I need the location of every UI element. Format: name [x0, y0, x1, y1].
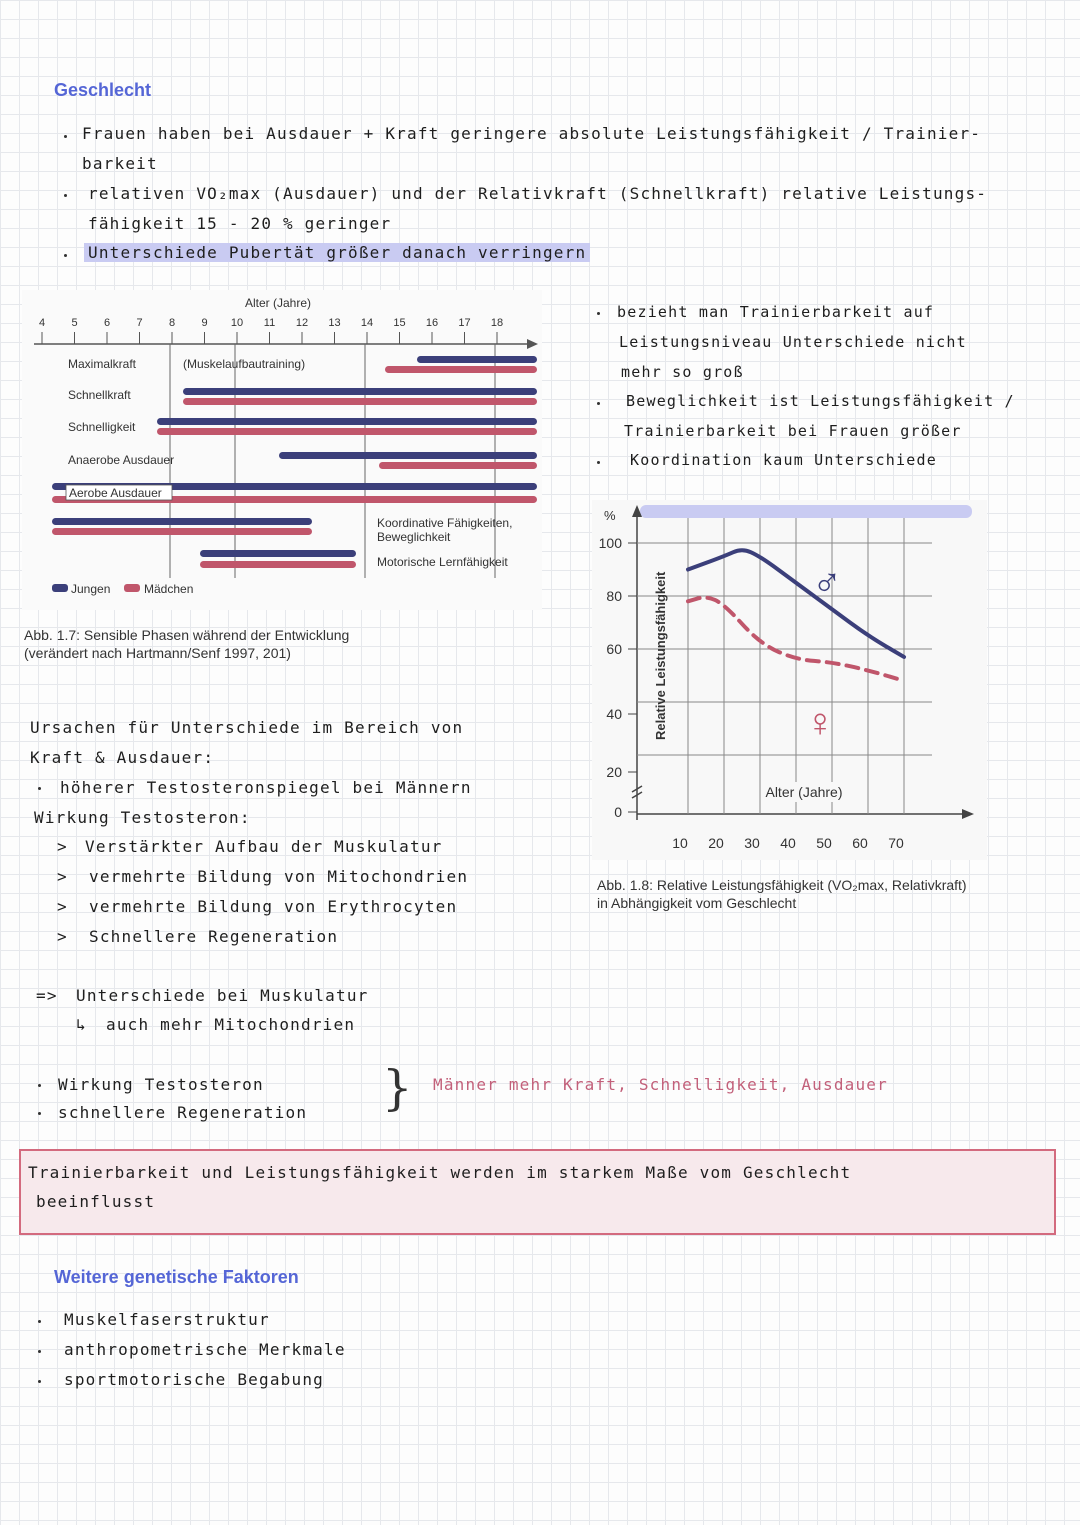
age-tick-label: 10 [230, 317, 244, 329]
y-tick-label: 40 [606, 706, 622, 722]
callout-line: Trainierbarkeit und Leistungsfähigkeit werden im starkem Maße vom Geschlecht [28, 1163, 852, 1182]
note-line: relativen VO₂max (Ausdauer) und der Relativkraft (Schnellkraft) relative Leistungs- [88, 184, 988, 203]
legend-swatch-boys [52, 584, 68, 592]
age-tick-label: 6 [103, 317, 111, 329]
legend-girls: Mädchen [144, 582, 194, 596]
gender-performance-chart [592, 500, 987, 860]
note-line: mehr so groß [621, 363, 744, 381]
label-schnelligkeit: Schnelligkeit [68, 420, 136, 434]
male-symbol: ♂ [812, 561, 842, 605]
bullet [597, 461, 600, 464]
summary-callout [19, 1149, 1056, 1235]
note-line: barkeit [82, 154, 158, 173]
label-aerob: Aerobe Ausdauer [69, 486, 162, 500]
phase-bar [200, 561, 356, 568]
note-line: Schnellere Regeneration [89, 927, 339, 946]
arrow-marker: => [36, 986, 58, 1005]
y-tick-label: 80 [606, 588, 622, 604]
y-tick-label: 100 [598, 535, 622, 551]
x-axis-label: Alter (Jahre) [765, 784, 843, 800]
age-tick-label: 16 [425, 317, 439, 329]
note-line-pink: Männer mehr Kraft, Schnelligkeit, Ausdauer [433, 1075, 888, 1094]
age-tick-label: 15 [393, 317, 406, 329]
sensitive-phases-chart [22, 290, 542, 610]
phase-bar [183, 388, 537, 395]
y-unit: % [604, 508, 616, 523]
note-line: Beweglichkeit ist Leistungsfähigkeit / [626, 392, 1015, 410]
highlight-band [640, 505, 972, 518]
note-line: Wirkung Testosteron [58, 1075, 264, 1094]
bullet [597, 312, 600, 315]
callout-line: beeinflusst [36, 1192, 156, 1211]
note-line: anthropometrische Merkmale [64, 1340, 346, 1359]
age-tick-label: 18 [490, 317, 504, 329]
note-line: Kraft & Ausdauer: [30, 748, 215, 767]
phase-bar [52, 518, 312, 525]
label-beweglichkeit: Beweglichkeit [377, 530, 451, 544]
note-line: vermehrte Bildung von Erythrocyten [89, 897, 458, 916]
label-koordination: Koordinative Fähigkeiten, [377, 516, 513, 530]
figure-caption [24, 626, 349, 662]
caption-line: Abb. 1.8: Relative Leistungsfähigkeit (VO₂max, Relativkraft) [597, 877, 967, 893]
brace: } [382, 1060, 413, 1116]
bullet [597, 402, 600, 405]
note-line: Ursachen für Unterschiede im Bereich von [30, 718, 464, 737]
age-tick-label: 17 [458, 317, 471, 329]
note-line: bezieht man Trainierbarkeit auf [617, 303, 935, 321]
y-tick-label: 60 [606, 641, 622, 657]
phase-bar [385, 366, 537, 373]
age-tick-label: 13 [328, 317, 341, 329]
x-tick-label: 20 [708, 835, 724, 851]
figure-background [592, 500, 987, 860]
x-tick-label: 50 [816, 835, 832, 851]
x-tick-label: 40 [780, 835, 796, 851]
highlighted-text: Unterschiede Pubertät größer danach verringern [84, 243, 590, 262]
age-tick-label: 11 [263, 317, 276, 329]
y-axis-label: Relative Leistungsfähigkeit [653, 571, 668, 740]
label-motorisch: Motorische Lernfähigkeit [377, 555, 508, 569]
phase-bar [200, 550, 356, 557]
age-tick-label: 7 [136, 317, 143, 329]
bullet [38, 1112, 41, 1115]
label-maximalkraft: Maximalkraft [68, 357, 137, 371]
x-tick-label: 10 [672, 835, 688, 851]
note-line: Wirkung Testosteron: [34, 808, 251, 827]
age-tick-label: 12 [295, 317, 309, 329]
phase-bar [157, 418, 537, 425]
phase-bar [52, 528, 312, 535]
age-tick-label: 14 [360, 317, 374, 329]
axis-title: Alter (Jahre) [244, 296, 312, 310]
bullet [38, 1380, 41, 1383]
note-line: Frauen haben bei Ausdauer + Kraft geringere absolute Leistungsfähigkeit / Trainier- [82, 124, 982, 143]
phase-bar [183, 398, 537, 405]
phase-bar [279, 452, 537, 459]
bullet [38, 1350, 41, 1353]
legend-boys: Jungen [71, 582, 111, 596]
note-line: Leistungsniveau Unterschiede nicht [619, 333, 967, 351]
y-tick-label: 0 [614, 804, 622, 820]
legend-swatch-girls [124, 584, 140, 592]
note-line: Verstärkter Aufbau der Muskulatur [85, 837, 443, 856]
note-line: schnellere Regeneration [58, 1103, 308, 1122]
note-line: auch mehr Mitochondrien [106, 1015, 356, 1034]
note-line: Muskelfaserstruktur [64, 1310, 270, 1329]
section-heading-genetic: Weitere genetische Faktoren [54, 1267, 299, 1287]
figure-caption [597, 876, 967, 912]
label-anaerob: Anaerobe Ausdauer [68, 453, 175, 467]
caption-line: in Abhängigkeit vom Geschlecht [597, 895, 797, 911]
age-tick-label: 5 [71, 317, 78, 329]
note-line-highlight [84, 243, 590, 262]
arrow-marker: > [57, 927, 68, 946]
note-line: Koordination kaum Unterschiede [630, 451, 937, 469]
note-line: fähigkeit 15 - 20 % geringer [88, 214, 392, 233]
female-symbol: ♀ [805, 701, 835, 745]
note-line: höherer Testosteronspiegel bei Männern [60, 778, 472, 797]
note-line: sportmotorische Begabung [64, 1370, 324, 1389]
phase-bar [379, 462, 537, 469]
note-line: Trainierbarkeit bei Frauen größer [624, 422, 962, 440]
section-heading-gender: Geschlecht [54, 80, 152, 100]
label-muskelaufbau: (Muskelaufbautraining) [183, 357, 306, 371]
arrow-marker: > [57, 897, 68, 916]
y-tick-label: 20 [606, 764, 622, 780]
arrow-marker: > [57, 837, 68, 856]
age-tick-label: 4 [38, 317, 46, 329]
age-tick-label: 9 [201, 317, 208, 329]
bullet [64, 135, 67, 138]
age-tick-label: 8 [168, 317, 176, 329]
x-tick-label: 30 [744, 835, 760, 851]
x-tick-label: 70 [888, 835, 904, 851]
bullet [64, 254, 67, 257]
arrow-marker: ↳ [76, 1015, 87, 1034]
arrow-marker: > [57, 867, 68, 886]
phase-bar [417, 356, 537, 363]
bullet [38, 787, 41, 790]
caption-line: Abb. 1.7: Sensible Phasen während der Entwicklung [24, 627, 350, 643]
bullet [38, 1320, 41, 1323]
bullet [64, 194, 67, 197]
note-line: Unterschiede bei Muskulatur [76, 986, 369, 1005]
note-line: vermehrte Bildung von Mitochondrien [89, 867, 469, 886]
caption-line: (verändert nach Hartmann/Senf 1997, 201) [24, 645, 291, 661]
bullet [38, 1084, 41, 1087]
x-tick-label: 60 [852, 835, 868, 851]
label-schnellkraft: Schnellkraft [68, 388, 131, 402]
phase-bar [157, 428, 537, 435]
